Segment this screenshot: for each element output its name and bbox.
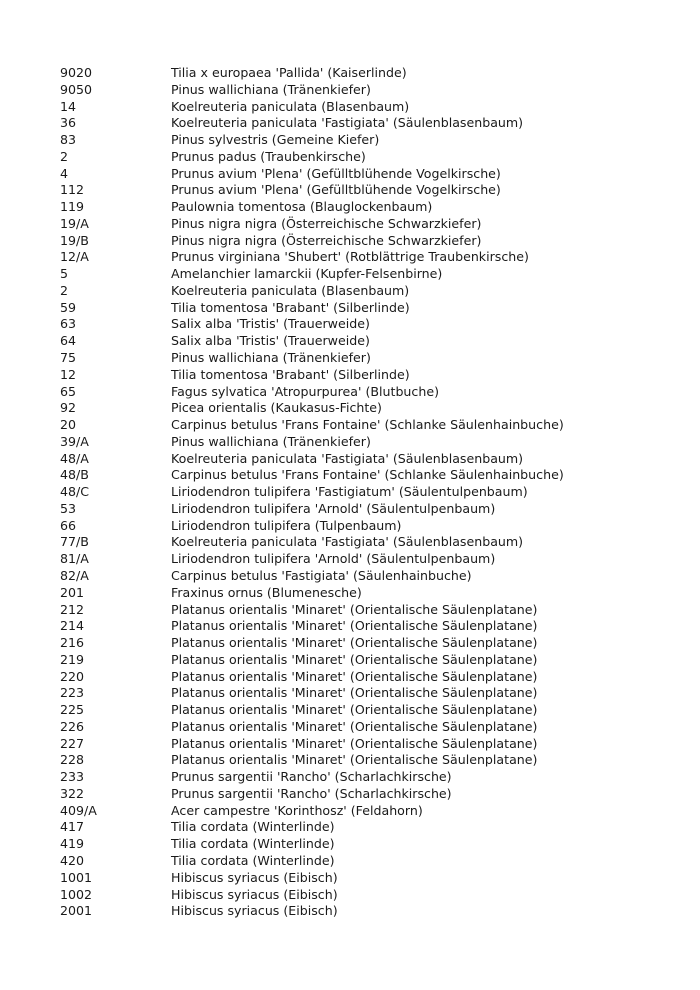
tree-species-name: Platanus orientalis 'Minaret' (Orientalische Säulenplatane) bbox=[171, 752, 538, 768]
tree-number: 48/C bbox=[60, 484, 90, 500]
tree-row bbox=[60, 166, 564, 183]
tree-species-name: Platanus orientalis 'Minaret' (Orientalische Säulenplatane) bbox=[171, 718, 538, 734]
tree-species-name: Pinus nigra nigra (Österreichische Schwarzkiefer) bbox=[171, 215, 482, 231]
tree-species-name: Paulownia tomentosa (Blauglockenbaum) bbox=[171, 199, 433, 215]
tree-row bbox=[60, 65, 564, 82]
tree-number: 77/B bbox=[60, 534, 89, 550]
tree-row bbox=[60, 216, 564, 233]
tree-number: 2 bbox=[60, 282, 69, 298]
tree-row bbox=[60, 518, 564, 535]
tree-number: 19/B bbox=[60, 232, 89, 248]
tree-row bbox=[60, 350, 564, 367]
tree-row bbox=[60, 467, 564, 484]
tree-number: 12 bbox=[60, 366, 77, 382]
tree-number: 36 bbox=[60, 115, 77, 131]
tree-row bbox=[60, 853, 564, 870]
tree-species-name: Carpinus betulus 'Fastigiata' (Säulenhainbuche) bbox=[171, 567, 472, 583]
tree-species-name: Salix alba 'Tristis' (Trauerweide) bbox=[171, 316, 370, 332]
tree-row bbox=[60, 819, 564, 836]
tree-row bbox=[60, 685, 564, 702]
tree-number: 417 bbox=[60, 819, 85, 835]
tree-row bbox=[60, 635, 564, 652]
tree-species-name: Platanus orientalis 'Minaret' (Orientalische Säulenplatane) bbox=[171, 668, 538, 684]
tree-number: 20 bbox=[60, 417, 77, 433]
tree-row bbox=[60, 451, 564, 468]
tree-species-name: Amelanchier lamarckii (Kupfer-Felsenbirne) bbox=[171, 266, 443, 282]
tree-row bbox=[60, 602, 564, 619]
tree-number: 322 bbox=[60, 785, 85, 801]
tree-number: 216 bbox=[60, 635, 85, 651]
tree-number: 39/A bbox=[60, 433, 89, 449]
tree-row bbox=[60, 333, 564, 350]
tree-row bbox=[60, 384, 564, 401]
tree-number: 64 bbox=[60, 333, 77, 349]
tree-species-name: Pinus wallichiana (Tränenkiefer) bbox=[171, 433, 371, 449]
tree-row bbox=[60, 266, 564, 283]
tree-species-name: Prunus avium 'Plena' (Gefülltblühende Vogelkirsche) bbox=[171, 165, 501, 181]
tree-row bbox=[60, 367, 564, 384]
tree-species-name: Liriodendron tulipifera (Tulpenbaum) bbox=[171, 517, 402, 533]
tree-species-name: Prunus avium 'Plena' (Gefülltblühende Vogelkirsche) bbox=[171, 182, 501, 198]
tree-row bbox=[60, 132, 564, 149]
tree-row bbox=[60, 249, 564, 266]
tree-species-name: Platanus orientalis 'Minaret' (Orientalische Säulenplatane) bbox=[171, 618, 538, 634]
tree-number: 19/A bbox=[60, 215, 89, 231]
tree-number: 92 bbox=[60, 400, 77, 416]
tree-species-name: Platanus orientalis 'Minaret' (Orientalische Säulenplatane) bbox=[171, 635, 538, 651]
tree-species-name: Pinus wallichiana (Tränenkiefer) bbox=[171, 81, 371, 97]
tree-species-name: Fraxinus ornus (Blumenesche) bbox=[171, 584, 362, 600]
tree-number: 48/A bbox=[60, 450, 89, 466]
tree-row bbox=[60, 316, 564, 333]
tree-species-name: Platanus orientalis 'Minaret' (Orientalische Säulenplatane) bbox=[171, 735, 538, 751]
tree-species-name: Tilia cordata (Winterlinde) bbox=[171, 819, 335, 835]
tree-list bbox=[60, 65, 564, 920]
tree-row bbox=[60, 149, 564, 166]
tree-number: 119 bbox=[60, 199, 85, 215]
tree-number: 409/A bbox=[60, 802, 97, 818]
tree-number: 223 bbox=[60, 685, 85, 701]
tree-row bbox=[60, 769, 564, 786]
tree-row bbox=[60, 300, 564, 317]
tree-number: 9050 bbox=[60, 81, 93, 97]
tree-species-name: Koelreuteria paniculata (Blasenbaum) bbox=[171, 98, 410, 114]
tree-number: 48/B bbox=[60, 467, 89, 483]
tree-row bbox=[60, 568, 564, 585]
tree-species-name: Koelreuteria paniculata 'Fastigiata' (Säulenblasenbaum) bbox=[171, 115, 524, 131]
tree-row bbox=[60, 752, 564, 769]
tree-number: 225 bbox=[60, 702, 85, 718]
tree-species-name: Platanus orientalis 'Minaret' (Orientalische Säulenplatane) bbox=[171, 702, 538, 718]
tree-number: 12/A bbox=[60, 249, 89, 265]
tree-number: 233 bbox=[60, 769, 85, 785]
tree-species-name: Tilia cordata (Winterlinde) bbox=[171, 836, 335, 852]
tree-species-name: Fagus sylvatica 'Atropurpurea' (Blutbuche) bbox=[171, 383, 439, 399]
tree-number: 226 bbox=[60, 718, 85, 734]
tree-species-name: Tilia tomentosa 'Brabant' (Silberlinde) bbox=[171, 299, 410, 315]
tree-number: 214 bbox=[60, 618, 85, 634]
tree-number: 81/A bbox=[60, 551, 89, 567]
tree-number: 82/A bbox=[60, 567, 89, 583]
tree-row bbox=[60, 736, 564, 753]
tree-row bbox=[60, 551, 564, 568]
tree-species-name: Pinus nigra nigra (Österreichische Schwarzkiefer) bbox=[171, 232, 482, 248]
tree-species-name: Hibiscus syriacus (Eibisch) bbox=[171, 869, 338, 885]
tree-row bbox=[60, 803, 564, 820]
tree-row bbox=[60, 199, 564, 216]
tree-number: 220 bbox=[60, 668, 85, 684]
tree-number: 63 bbox=[60, 316, 77, 332]
tree-number: 14 bbox=[60, 98, 77, 114]
tree-species-name: Koelreuteria paniculata (Blasenbaum) bbox=[171, 282, 410, 298]
tree-species-name: Tilia x europaea 'Pallida' (Kaiserlinde) bbox=[171, 65, 407, 80]
tree-row bbox=[60, 719, 564, 736]
tree-number: 2 bbox=[60, 148, 69, 164]
tree-row bbox=[60, 887, 564, 904]
tree-species-name: Carpinus betulus 'Frans Fontaine' (Schlanke Säulenhainbuche) bbox=[171, 417, 564, 433]
tree-row bbox=[60, 82, 564, 99]
tree-number: 5 bbox=[60, 266, 69, 282]
tree-species-name: Koelreuteria paniculata 'Fastigiata' (Säulenblasenbaum) bbox=[171, 534, 524, 550]
tree-number: 219 bbox=[60, 651, 85, 667]
tree-species-name: Prunus sargentii 'Rancho' (Scharlachkirsche) bbox=[171, 769, 452, 785]
tree-number: 419 bbox=[60, 836, 85, 852]
tree-row bbox=[60, 870, 564, 887]
tree-number: 1001 bbox=[60, 869, 93, 885]
tree-species-name: Tilia cordata (Winterlinde) bbox=[171, 852, 335, 868]
tree-number: 420 bbox=[60, 852, 85, 868]
tree-row bbox=[60, 283, 564, 300]
tree-number: 1002 bbox=[60, 886, 93, 902]
tree-row bbox=[60, 115, 564, 132]
tree-species-name: Hibiscus syriacus (Eibisch) bbox=[171, 903, 338, 919]
tree-row bbox=[60, 652, 564, 669]
tree-species-name: Pinus sylvestris (Gemeine Kiefer) bbox=[171, 132, 380, 148]
tree-number: 201 bbox=[60, 584, 85, 600]
tree-row bbox=[60, 903, 564, 920]
tree-row bbox=[60, 534, 564, 551]
tree-species-name: Acer campestre 'Korinthosz' (Feldahorn) bbox=[171, 802, 423, 818]
tree-number: 83 bbox=[60, 132, 77, 148]
tree-row bbox=[60, 182, 564, 199]
tree-number: 53 bbox=[60, 500, 77, 516]
tree-species-name: Platanus orientalis 'Minaret' (Orientalische Säulenplatane) bbox=[171, 651, 538, 667]
tree-species-name: Liriodendron tulipifera 'Arnold' (Säulentulpenbaum) bbox=[171, 551, 496, 567]
tree-species-name: Picea orientalis (Kaukasus-Fichte) bbox=[171, 400, 382, 416]
tree-species-name: Salix alba 'Tristis' (Trauerweide) bbox=[171, 333, 370, 349]
tree-species-name: Tilia tomentosa 'Brabant' (Silberlinde) bbox=[171, 366, 410, 382]
tree-number: 227 bbox=[60, 735, 85, 751]
tree-row bbox=[60, 501, 564, 518]
tree-number: 75 bbox=[60, 350, 77, 366]
tree-number: 212 bbox=[60, 601, 85, 617]
tree-row bbox=[60, 434, 564, 451]
tree-species-name: Hibiscus syriacus (Eibisch) bbox=[171, 886, 338, 902]
tree-row bbox=[60, 669, 564, 686]
tree-row bbox=[60, 400, 564, 417]
tree-species-name: Carpinus betulus 'Frans Fontaine' (Schlanke Säulenhainbuche) bbox=[171, 467, 564, 483]
tree-number: 2001 bbox=[60, 903, 93, 919]
tree-row bbox=[60, 618, 564, 635]
tree-number: 59 bbox=[60, 299, 77, 315]
tree-species-name: Pinus wallichiana (Tränenkiefer) bbox=[171, 350, 371, 366]
tree-row bbox=[60, 585, 564, 602]
tree-number: 112 bbox=[60, 182, 85, 198]
tree-species-name: Platanus orientalis 'Minaret' (Orientalische Säulenplatane) bbox=[171, 685, 538, 701]
tree-species-name: Prunus virginiana 'Shubert' (Rotblättrige Traubenkirsche) bbox=[171, 249, 529, 265]
tree-number: 228 bbox=[60, 752, 85, 768]
tree-row bbox=[60, 417, 564, 434]
tree-row bbox=[60, 702, 564, 719]
tree-row bbox=[60, 836, 564, 853]
tree-row bbox=[60, 99, 564, 116]
tree-species-name: Prunus sargentii 'Rancho' (Scharlachkirsche) bbox=[171, 785, 452, 801]
tree-species-name: Prunus padus (Traubenkirsche) bbox=[171, 148, 366, 164]
tree-number: 4 bbox=[60, 165, 69, 181]
tree-number: 66 bbox=[60, 517, 77, 533]
tree-species-name: Liriodendron tulipifera 'Arnold' (Säulentulpenbaum) bbox=[171, 500, 496, 516]
tree-row bbox=[60, 484, 564, 501]
tree-row bbox=[60, 786, 564, 803]
tree-species-name: Liriodendron tulipifera 'Fastigiatum' (Säulentulpenbaum) bbox=[171, 484, 528, 500]
tree-species-name: Koelreuteria paniculata 'Fastigiata' (Säulenblasenbaum) bbox=[171, 450, 524, 466]
tree-number: 9020 bbox=[60, 65, 93, 80]
tree-row bbox=[60, 233, 564, 250]
tree-number: 65 bbox=[60, 383, 77, 399]
tree-species-name: Platanus orientalis 'Minaret' (Orientalische Säulenplatane) bbox=[171, 601, 538, 617]
